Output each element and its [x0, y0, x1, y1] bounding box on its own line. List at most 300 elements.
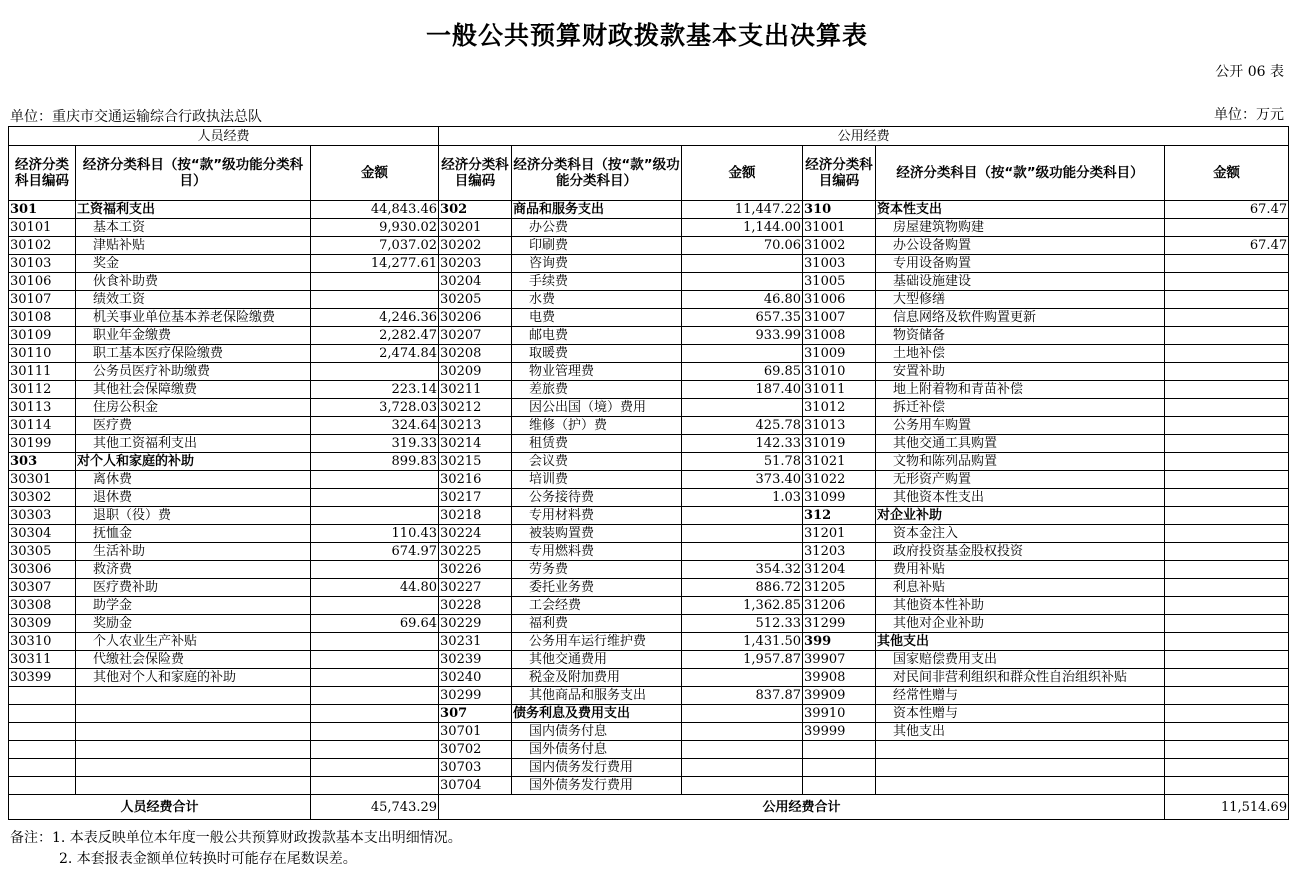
amount-cell: [1165, 669, 1289, 687]
name-cell: 印刷费: [512, 237, 682, 255]
name-cell: 地上附着物和青苗补偿: [876, 381, 1165, 399]
amount-cell: 70.06: [682, 237, 803, 255]
name-cell: 其他对企业补助: [876, 615, 1165, 633]
amount-cell: [311, 759, 439, 777]
code-cell: 31013: [803, 417, 876, 435]
code-cell: [9, 687, 76, 705]
name-cell: 其他资本性补助: [876, 597, 1165, 615]
code-cell: 30207: [439, 327, 512, 345]
code-cell: 30102: [9, 237, 76, 255]
name-cell: 专用设备购置: [876, 255, 1165, 273]
name-cell: 土地补偿: [876, 345, 1165, 363]
table-row: [9, 741, 1289, 759]
amount-cell: [1165, 255, 1289, 273]
name-cell: 资本金注入: [876, 525, 1165, 543]
code-cell: 303: [9, 453, 76, 471]
name-cell: 税金及附加费用: [512, 669, 682, 687]
code-cell: 30304: [9, 525, 76, 543]
code-cell: 30701: [439, 723, 512, 741]
code-cell: 31019: [803, 435, 876, 453]
code-cell: 30101: [9, 219, 76, 237]
name-cell: 办公设备购置: [876, 237, 1165, 255]
amount-cell: 7,037.02: [311, 237, 439, 255]
name-cell: [76, 705, 311, 723]
code-cell: 30224: [439, 525, 512, 543]
amount-cell: 187.40: [682, 381, 803, 399]
unit-currency: 单位：万元: [1214, 107, 1284, 123]
code-cell: 30239: [439, 651, 512, 669]
name-cell: 劳务费: [512, 561, 682, 579]
code-cell: 30111: [9, 363, 76, 381]
table-row: [9, 507, 1289, 525]
code-cell: 39909: [803, 687, 876, 705]
amount-cell: [1165, 453, 1289, 471]
table-row: [9, 255, 1289, 273]
code-cell: 312: [803, 507, 876, 525]
name-cell: [876, 741, 1165, 759]
code-cell: 31008: [803, 327, 876, 345]
name-cell: 离休费: [76, 471, 311, 489]
code-cell: 31006: [803, 291, 876, 309]
name-cell: 其他支出: [876, 633, 1165, 651]
code-cell: 31005: [803, 273, 876, 291]
name-cell: [76, 741, 311, 759]
amount-cell: [1165, 543, 1289, 561]
name-cell: 因公出国（境）费用: [512, 399, 682, 417]
amount-cell: [1165, 687, 1289, 705]
name-cell: 费用补贴: [876, 561, 1165, 579]
table-row: [9, 561, 1289, 579]
name-cell: 退休费: [76, 489, 311, 507]
name-cell: 国外债务发行费用: [512, 777, 682, 795]
table-row: [9, 471, 1289, 489]
code-cell: [9, 705, 76, 723]
amount-cell: [311, 489, 439, 507]
code-cell: 30206: [439, 309, 512, 327]
amount-cell: 223.14: [311, 381, 439, 399]
code-cell: 31299: [803, 615, 876, 633]
name-cell: 职工基本医疗保险缴费: [76, 345, 311, 363]
name-cell: 职业年金缴费: [76, 327, 311, 345]
amount-cell: [311, 723, 439, 741]
col-header-amount: 金额: [682, 146, 803, 201]
code-cell: 30704: [439, 777, 512, 795]
name-cell: 绩效工资: [76, 291, 311, 309]
total-personnel-value: 45,743.29: [311, 795, 439, 820]
name-cell: 咨询费: [512, 255, 682, 273]
amount-cell: [1165, 363, 1289, 381]
code-cell: 30205: [439, 291, 512, 309]
name-cell: 基本工资: [76, 219, 311, 237]
col-header-code: 经济分类科目编码: [439, 146, 512, 201]
code-cell: 30112: [9, 381, 76, 399]
code-cell: 30240: [439, 669, 512, 687]
code-cell: 30213: [439, 417, 512, 435]
amount-cell: 1,362.85: [682, 597, 803, 615]
name-cell: 对民间非营利组织和群众性自治组织补贴: [876, 669, 1165, 687]
name-cell: 国家赔偿费用支出: [876, 651, 1165, 669]
name-cell: 商品和服务支出: [512, 201, 682, 219]
name-cell: 对企业补助: [876, 507, 1165, 525]
name-cell: 医疗费补助: [76, 579, 311, 597]
amount-cell: 425.78: [682, 417, 803, 435]
amount-cell: [311, 633, 439, 651]
code-cell: 30204: [439, 273, 512, 291]
amount-cell: [1165, 633, 1289, 651]
col-header-name: 经济分类科目（按“款”级功能分类科目）: [76, 146, 311, 201]
col-header-code: 经济分类科目编码: [9, 146, 76, 201]
code-cell: 30109: [9, 327, 76, 345]
col-header-name: 经济分类科目（按“款”级功能分类科目）: [876, 146, 1165, 201]
code-cell: 30226: [439, 561, 512, 579]
name-cell: 专用材料费: [512, 507, 682, 525]
totals-row: [9, 795, 1289, 820]
code-cell: 30302: [9, 489, 76, 507]
code-cell: 30307: [9, 579, 76, 597]
amount-cell: [1165, 507, 1289, 525]
code-cell: 399: [803, 633, 876, 651]
code-cell: 30113: [9, 399, 76, 417]
name-cell: 文物和陈列品购置: [876, 453, 1165, 471]
code-cell: 30211: [439, 381, 512, 399]
code-cell: 31099: [803, 489, 876, 507]
amount-cell: [311, 597, 439, 615]
name-cell: [76, 723, 311, 741]
total-personnel-label: 人员经费合计: [9, 795, 311, 820]
table-row: [9, 453, 1289, 471]
amount-cell: [682, 543, 803, 561]
table-row: [9, 219, 1289, 237]
code-cell: 30229: [439, 615, 512, 633]
name-cell: 维修（护）费: [512, 417, 682, 435]
amount-cell: [311, 651, 439, 669]
code-cell: 30203: [439, 255, 512, 273]
amount-cell: [311, 273, 439, 291]
name-cell: 被装购置费: [512, 525, 682, 543]
name-cell: 公务用车运行维护费: [512, 633, 682, 651]
amount-cell: [1165, 435, 1289, 453]
code-cell: 31007: [803, 309, 876, 327]
code-cell: 31011: [803, 381, 876, 399]
amount-cell: [1165, 471, 1289, 489]
amount-cell: [1165, 291, 1289, 309]
name-cell: 工会经费: [512, 597, 682, 615]
name-cell: 住房公积金: [76, 399, 311, 417]
table-row: [9, 381, 1289, 399]
code-cell: 30202: [439, 237, 512, 255]
name-cell: 电费: [512, 309, 682, 327]
code-cell: 31001: [803, 219, 876, 237]
amount-cell: [1165, 327, 1289, 345]
amount-cell: 899.83: [311, 453, 439, 471]
amount-cell: [311, 741, 439, 759]
amount-cell: [1165, 309, 1289, 327]
amount-cell: [311, 363, 439, 381]
total-public-value: 11,514.69: [1165, 795, 1289, 820]
amount-cell: 933.99: [682, 327, 803, 345]
name-cell: 其他资本性支出: [876, 489, 1165, 507]
code-cell: [9, 741, 76, 759]
amount-cell: 67.47: [1165, 237, 1289, 255]
code-cell: 39910: [803, 705, 876, 723]
form-number: 公开 06 表: [1215, 64, 1284, 80]
name-cell: 无形资产购置: [876, 471, 1165, 489]
code-cell: 30108: [9, 309, 76, 327]
amount-cell: [682, 723, 803, 741]
amount-cell: 837.87: [682, 687, 803, 705]
name-cell: 其他商品和服务支出: [512, 687, 682, 705]
col-header-amount: 金额: [1165, 146, 1289, 201]
code-cell: 30703: [439, 759, 512, 777]
expenditure-table: [8, 126, 1289, 820]
amount-cell: 4,246.36: [311, 309, 439, 327]
name-cell: 专用燃料费: [512, 543, 682, 561]
amount-cell: [682, 525, 803, 543]
code-cell: 30103: [9, 255, 76, 273]
code-cell: 30702: [439, 741, 512, 759]
col-header-amount: 金额: [311, 146, 439, 201]
name-cell: 救济费: [76, 561, 311, 579]
name-cell: 生活补助: [76, 543, 311, 561]
amount-cell: [682, 507, 803, 525]
name-cell: 退职（役）费: [76, 507, 311, 525]
name-cell: 办公费: [512, 219, 682, 237]
code-cell: 30107: [9, 291, 76, 309]
note-1: 备注：1. 本表反映单位本年度一般公共预算财政拨款基本支出明细情况。: [10, 830, 462, 846]
name-cell: 医疗费: [76, 417, 311, 435]
code-cell: 310: [803, 201, 876, 219]
table-row: [9, 723, 1289, 741]
name-cell: 基础设施建设: [876, 273, 1165, 291]
name-cell: 资本性赠与: [876, 705, 1165, 723]
name-cell: 信息网络及软件购置更新: [876, 309, 1165, 327]
code-cell: 30227: [439, 579, 512, 597]
code-cell: [803, 759, 876, 777]
amount-cell: 657.35: [682, 309, 803, 327]
amount-cell: 11,447.22: [682, 201, 803, 219]
code-cell: 30217: [439, 489, 512, 507]
name-cell: 奖励金: [76, 615, 311, 633]
code-cell: 31012: [803, 399, 876, 417]
name-cell: [76, 777, 311, 795]
amount-cell: [682, 705, 803, 723]
code-cell: 31021: [803, 453, 876, 471]
code-cell: 30306: [9, 561, 76, 579]
code-cell: 31204: [803, 561, 876, 579]
name-cell: 债务利息及费用支出: [512, 705, 682, 723]
code-cell: 30208: [439, 345, 512, 363]
name-cell: 邮电费: [512, 327, 682, 345]
code-cell: 30215: [439, 453, 512, 471]
name-cell: 机关事业单位基本养老保险缴费: [76, 309, 311, 327]
code-cell: 30218: [439, 507, 512, 525]
amount-cell: [1165, 219, 1289, 237]
name-cell: 水费: [512, 291, 682, 309]
code-cell: 30311: [9, 651, 76, 669]
code-cell: 39907: [803, 651, 876, 669]
amount-cell: [1165, 777, 1289, 795]
amount-cell: 46.80: [682, 291, 803, 309]
name-cell: [876, 777, 1165, 795]
code-cell: 31010: [803, 363, 876, 381]
amount-cell: 2,474.84: [311, 345, 439, 363]
code-cell: 31203: [803, 543, 876, 561]
code-cell: 30228: [439, 597, 512, 615]
code-cell: 31022: [803, 471, 876, 489]
name-cell: 物资储备: [876, 327, 1165, 345]
table-row: [9, 705, 1289, 723]
code-cell: 31009: [803, 345, 876, 363]
amount-cell: [682, 669, 803, 687]
amount-cell: 110.43: [311, 525, 439, 543]
name-cell: 经常性赠与: [876, 687, 1165, 705]
notes: [10, 828, 462, 870]
table-row: [9, 489, 1289, 507]
table-row: [9, 291, 1289, 309]
amount-cell: [682, 741, 803, 759]
name-cell: 租赁费: [512, 435, 682, 453]
amount-cell: 354.32: [682, 561, 803, 579]
amount-cell: [311, 291, 439, 309]
page-title: 一般公共预算财政拨款基本支出决算表: [425, 21, 868, 50]
group-header-personnel: 人员经费: [9, 127, 439, 146]
amount-cell: [1165, 597, 1289, 615]
amount-cell: [311, 705, 439, 723]
amount-cell: 44,843.46: [311, 201, 439, 219]
note-2: 2. 本套报表金额单位转换时可能存在尾数误差。: [59, 851, 357, 867]
code-cell: 30216: [439, 471, 512, 489]
name-cell: 其他交通工具购置: [876, 435, 1165, 453]
name-cell: 物业管理费: [512, 363, 682, 381]
amount-cell: [311, 561, 439, 579]
amount-cell: [311, 669, 439, 687]
code-cell: [803, 741, 876, 759]
amount-cell: [1165, 759, 1289, 777]
code-cell: 30309: [9, 615, 76, 633]
name-cell: 国内债务付息: [512, 723, 682, 741]
amount-cell: [311, 471, 439, 489]
amount-cell: 512.33: [682, 615, 803, 633]
amount-cell: [1165, 723, 1289, 741]
code-cell: 301: [9, 201, 76, 219]
amount-cell: 44.80: [311, 579, 439, 597]
name-cell: 助学金: [76, 597, 311, 615]
amount-cell: 14,277.61: [311, 255, 439, 273]
name-cell: 抚恤金: [76, 525, 311, 543]
amount-cell: [311, 507, 439, 525]
code-cell: 30212: [439, 399, 512, 417]
amount-cell: 1,144.00: [682, 219, 803, 237]
name-cell: 个人农业生产补贴: [76, 633, 311, 651]
name-cell: 其他社会保障缴费: [76, 381, 311, 399]
table-row: [9, 579, 1289, 597]
amount-cell: 674.97: [311, 543, 439, 561]
name-cell: 国外债务付息: [512, 741, 682, 759]
amount-cell: [1165, 741, 1289, 759]
code-cell: 30225: [439, 543, 512, 561]
code-cell: 30199: [9, 435, 76, 453]
amount-cell: [1165, 273, 1289, 291]
amount-cell: [1165, 417, 1289, 435]
amount-cell: 324.64: [311, 417, 439, 435]
code-cell: 30209: [439, 363, 512, 381]
name-cell: 利息补贴: [876, 579, 1165, 597]
code-cell: 30231: [439, 633, 512, 651]
code-cell: 302: [439, 201, 512, 219]
table-row: [9, 525, 1289, 543]
amount-cell: [682, 345, 803, 363]
code-cell: 31205: [803, 579, 876, 597]
code-cell: 30308: [9, 597, 76, 615]
name-cell: 政府投资基金股权投资: [876, 543, 1165, 561]
table-row: [9, 399, 1289, 417]
name-cell: 福利费: [512, 615, 682, 633]
name-cell: 资本性支出: [876, 201, 1165, 219]
name-cell: 其他支出: [876, 723, 1165, 741]
amount-cell: [1165, 489, 1289, 507]
unit-organization: 单位：重庆市交通运输综合行政执法总队: [10, 109, 262, 125]
table-row: [9, 345, 1289, 363]
amount-cell: 886.72: [682, 579, 803, 597]
amount-cell: [682, 759, 803, 777]
name-cell: 其他交通费用: [512, 651, 682, 669]
code-cell: 31002: [803, 237, 876, 255]
amount-cell: 373.40: [682, 471, 803, 489]
table-row: [9, 597, 1289, 615]
name-cell: 其他工资福利支出: [76, 435, 311, 453]
code-cell: 30310: [9, 633, 76, 651]
code-cell: 30305: [9, 543, 76, 561]
amount-cell: 1.03: [682, 489, 803, 507]
name-cell: 差旅费: [512, 381, 682, 399]
code-cell: 30201: [439, 219, 512, 237]
amount-cell: [682, 399, 803, 417]
name-cell: 对个人和家庭的补助: [76, 453, 311, 471]
table-row: [9, 651, 1289, 669]
table-row: [9, 417, 1289, 435]
amount-cell: [1165, 399, 1289, 417]
code-cell: 31003: [803, 255, 876, 273]
amount-cell: 69.85: [682, 363, 803, 381]
amount-cell: [1165, 579, 1289, 597]
amount-cell: [682, 255, 803, 273]
table-row: [9, 309, 1289, 327]
code-cell: 31201: [803, 525, 876, 543]
amount-cell: 142.33: [682, 435, 803, 453]
code-cell: 30114: [9, 417, 76, 435]
code-cell: 30299: [439, 687, 512, 705]
amount-cell: [311, 687, 439, 705]
amount-cell: 67.47: [1165, 201, 1289, 219]
table-row: [9, 669, 1289, 687]
amount-cell: 9,930.02: [311, 219, 439, 237]
code-cell: [803, 777, 876, 795]
code-cell: 39999: [803, 723, 876, 741]
col-header-code: 经济分类科目编码: [803, 146, 876, 201]
amount-cell: [1165, 525, 1289, 543]
code-cell: 30301: [9, 471, 76, 489]
name-cell: 拆迁补偿: [876, 399, 1165, 417]
code-cell: [9, 777, 76, 795]
table-row: [9, 687, 1289, 705]
amount-cell: 3,728.03: [311, 399, 439, 417]
name-cell: 公务员医疗补助缴费: [76, 363, 311, 381]
total-public-label: 公用经费合计: [439, 795, 1165, 820]
table-row: [9, 759, 1289, 777]
name-cell: 房屋建筑物购建: [876, 219, 1165, 237]
name-cell: 伙食补助费: [76, 273, 311, 291]
code-cell: 39908: [803, 669, 876, 687]
